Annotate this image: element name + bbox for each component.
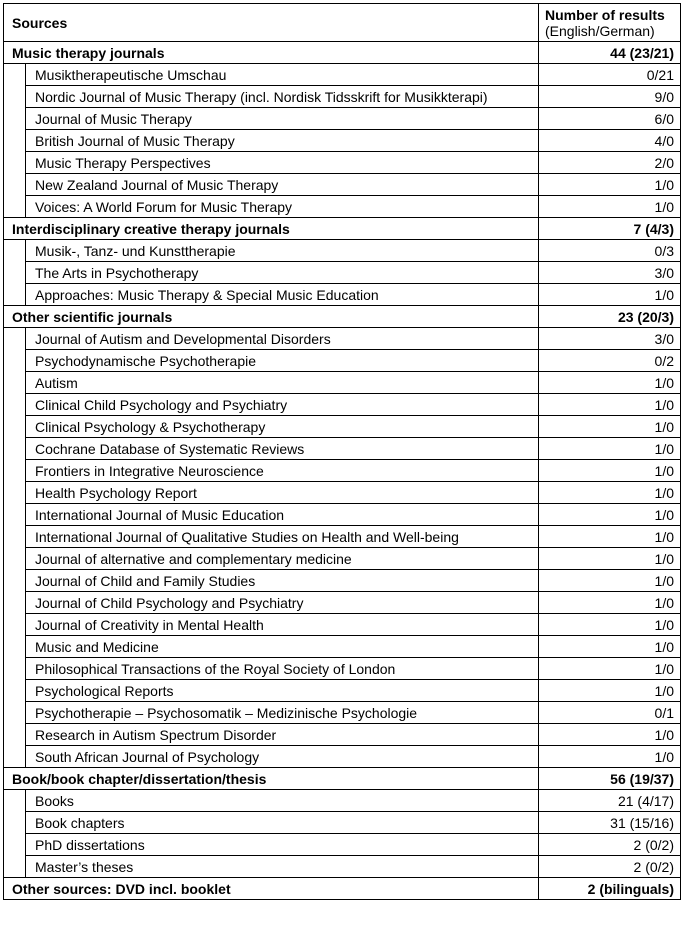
source-count: 9/0 [539, 86, 681, 108]
results-column-header [539, 4, 681, 42]
indent-cell [4, 64, 26, 218]
source-count: 3/0 [539, 328, 681, 350]
source-row [4, 614, 681, 636]
source-row [4, 86, 681, 108]
source-name: Research in Autism Spectrum Disorder [26, 724, 539, 746]
source-row [4, 680, 681, 702]
source-name: The Arts in Psychotherapy [26, 262, 539, 284]
source-name: Journal of Child and Family Studies [26, 570, 539, 592]
category-total: 56 (19/37) [539, 768, 681, 790]
source-row [4, 350, 681, 372]
category-total: 7 (4/3) [539, 218, 681, 240]
source-count: 1/0 [539, 592, 681, 614]
source-count: 0/2 [539, 350, 681, 372]
source-name: Nordic Journal of Music Therapy (incl. Nordisk Tidsskrift for Musikkterapi) [26, 86, 539, 108]
source-row [4, 152, 681, 174]
source-count: 1/0 [539, 284, 681, 306]
source-count: 4/0 [539, 130, 681, 152]
category-row [4, 42, 681, 64]
source-count: 2 (0/2) [539, 856, 681, 878]
source-row [4, 328, 681, 350]
source-row [4, 592, 681, 614]
source-name: New Zealand Journal of Music Therapy [26, 174, 539, 196]
source-count: 1/0 [539, 372, 681, 394]
source-row [4, 570, 681, 592]
source-name: Journal of Music Therapy [26, 108, 539, 130]
source-name: Musiktherapeutische Umschau [26, 64, 539, 86]
source-name: Musik-, Tanz- und Kunsttherapie [26, 240, 539, 262]
source-count: 2 (0/2) [539, 834, 681, 856]
source-count: 1/0 [539, 416, 681, 438]
source-row [4, 636, 681, 658]
source-count: 6/0 [539, 108, 681, 130]
source-count: 1/0 [539, 394, 681, 416]
source-name: Frontiers in Integrative Neuroscience [26, 460, 539, 482]
sources-column-header: Sources [4, 4, 539, 42]
source-name: Health Psychology Report [26, 482, 539, 504]
source-name: Philosophical Transactions of the Royal Society of London [26, 658, 539, 680]
source-name: Clinical Child Psychology and Psychiatry [26, 394, 539, 416]
source-count: 1/0 [539, 658, 681, 680]
source-name: Book chapters [26, 812, 539, 834]
source-row [4, 790, 681, 812]
source-row [4, 284, 681, 306]
category-name: Other sources: DVD incl. booklet [4, 878, 539, 900]
source-row [4, 856, 681, 878]
source-row [4, 482, 681, 504]
sources-table-body [4, 4, 681, 900]
source-name: Journal of Creativity in Mental Health [26, 614, 539, 636]
sources-table-container [3, 3, 680, 900]
source-count: 0/3 [539, 240, 681, 262]
source-count: 0/21 [539, 64, 681, 86]
table-header-row [4, 4, 681, 42]
indent-cell [4, 790, 26, 878]
source-row [4, 416, 681, 438]
source-name: South African Journal of Psychology [26, 746, 539, 768]
source-count: 1/0 [539, 526, 681, 548]
source-row [4, 526, 681, 548]
source-row [4, 812, 681, 834]
source-row [4, 504, 681, 526]
source-count: 1/0 [539, 680, 681, 702]
source-name: Psychotherapie – Psychosomatik – Medizinische Psychologie [26, 702, 539, 724]
category-name: Book/book chapter/dissertation/thesis [4, 768, 539, 790]
source-name: Approaches: Music Therapy & Special Music Education [26, 284, 539, 306]
source-name: Voices: A World Forum for Music Therapy [26, 196, 539, 218]
indent-cell [4, 328, 26, 768]
source-row [4, 702, 681, 724]
source-name: Music Therapy Perspectives [26, 152, 539, 174]
category-total: 2 (bilinguals) [539, 878, 681, 900]
category-total: 44 (23/21) [539, 42, 681, 64]
category-name: Interdisciplinary creative therapy journals [4, 218, 539, 240]
category-name: Other scientific journals [4, 306, 539, 328]
source-name: Music and Medicine [26, 636, 539, 658]
indent-cell [4, 240, 26, 306]
source-count: 1/0 [539, 746, 681, 768]
source-name: Books [26, 790, 539, 812]
category-row [4, 878, 681, 900]
source-row [4, 548, 681, 570]
category-name: Music therapy journals [4, 42, 539, 64]
source-name: British Journal of Music Therapy [26, 130, 539, 152]
source-row [4, 724, 681, 746]
source-name: Clinical Psychology & Psychotherapy [26, 416, 539, 438]
source-count: 3/0 [539, 262, 681, 284]
source-count: 1/0 [539, 614, 681, 636]
source-row [4, 746, 681, 768]
source-name: Autism [26, 372, 539, 394]
source-name: Psychological Reports [26, 680, 539, 702]
source-count: 2/0 [539, 152, 681, 174]
source-count: 1/0 [539, 174, 681, 196]
source-count: 1/0 [539, 482, 681, 504]
source-name: Master’s theses [26, 856, 539, 878]
source-name: Journal of Autism and Developmental Disorders [26, 328, 539, 350]
source-name: PhD dissertations [26, 834, 539, 856]
source-row [4, 658, 681, 680]
source-row [4, 130, 681, 152]
source-name: Psychodynamische Psychotherapie [26, 350, 539, 372]
source-name: Journal of alternative and complementary medicine [26, 548, 539, 570]
source-count: 21 (4/17) [539, 790, 681, 812]
category-row [4, 218, 681, 240]
sources-table [3, 3, 681, 900]
results-header-sublabel: (English/German) [545, 22, 655, 39]
source-count: 1/0 [539, 548, 681, 570]
source-row [4, 262, 681, 284]
source-row [4, 196, 681, 218]
source-count: 31 (15/16) [539, 812, 681, 834]
source-row [4, 394, 681, 416]
source-count: 0/1 [539, 702, 681, 724]
source-name: International Journal of Music Education [26, 504, 539, 526]
source-name: Cochrane Database of Systematic Reviews [26, 438, 539, 460]
source-row [4, 64, 681, 86]
category-row [4, 768, 681, 790]
source-row [4, 108, 681, 130]
source-name: International Journal of Qualitative Studies on Health and Well-being [26, 526, 539, 548]
source-count: 1/0 [539, 504, 681, 526]
source-row [4, 460, 681, 482]
source-row [4, 240, 681, 262]
source-row [4, 372, 681, 394]
source-count: 1/0 [539, 460, 681, 482]
source-count: 1/0 [539, 636, 681, 658]
source-row [4, 174, 681, 196]
source-row [4, 438, 681, 460]
source-name: Journal of Child Psychology and Psychiatry [26, 592, 539, 614]
results-header-label: Number of results [545, 6, 665, 23]
category-total: 23 (20/3) [539, 306, 681, 328]
source-count: 1/0 [539, 438, 681, 460]
source-count: 1/0 [539, 724, 681, 746]
source-row [4, 834, 681, 856]
category-row [4, 306, 681, 328]
source-count: 1/0 [539, 196, 681, 218]
source-count: 1/0 [539, 570, 681, 592]
